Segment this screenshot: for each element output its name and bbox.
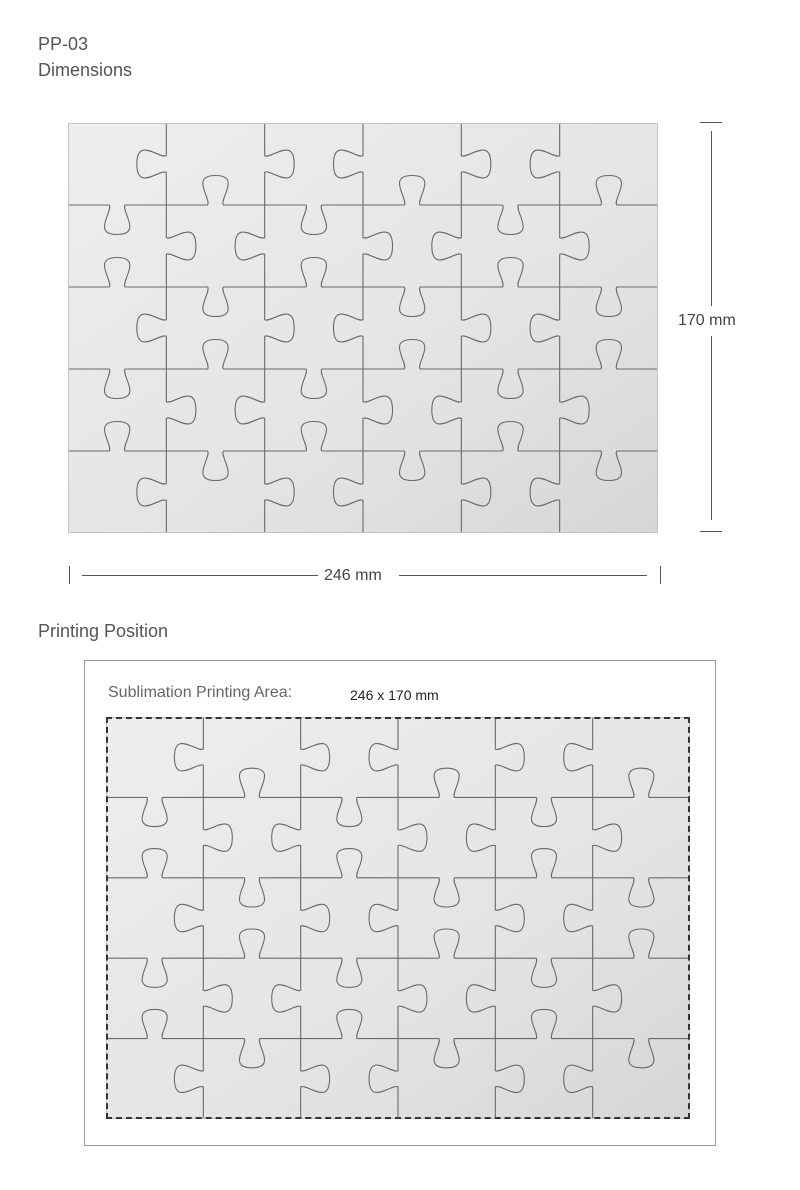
width-label: 246 mm (324, 567, 382, 584)
product-code: PP-03 (38, 34, 89, 54)
height-top-tick (700, 122, 722, 123)
width-dimension-line-left (82, 575, 318, 576)
height-label: 170 mm (678, 312, 736, 329)
width-right-tick (660, 566, 661, 584)
printing-area-dashed-outline (106, 717, 690, 1119)
width-left-tick (69, 566, 70, 584)
puzzle-dimension-image (68, 123, 658, 533)
printing-area-label: Sublimation Printing Area: (108, 684, 293, 701)
height-bottom-tick (700, 531, 722, 532)
height-dimension-line-upper (711, 131, 712, 306)
height-dimension-line-lower (711, 336, 712, 520)
printing-area-value: 246 x 170 mm (350, 687, 439, 703)
dimensions-heading: Dimensions (38, 60, 133, 80)
width-dimension-line-right (399, 575, 647, 576)
printing-position-heading: Printing Position (38, 621, 169, 641)
